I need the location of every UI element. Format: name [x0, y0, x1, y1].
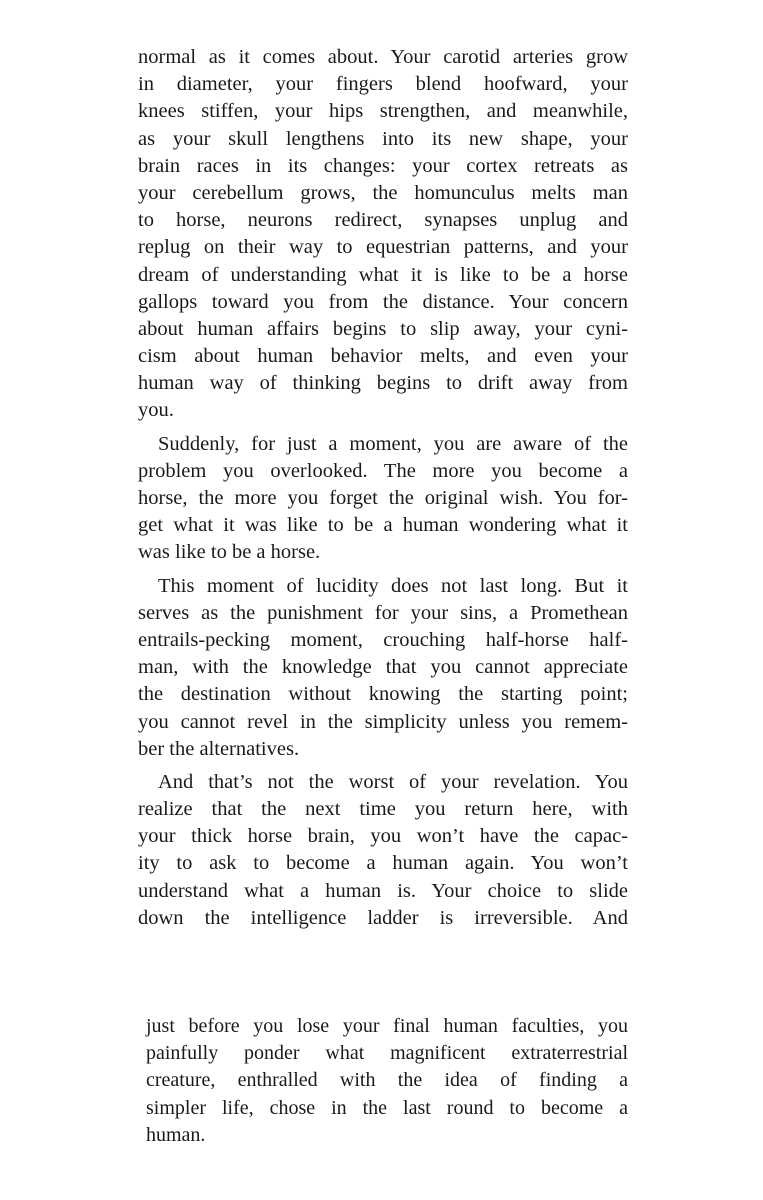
- paragraph-4: [138, 769, 628, 932]
- text-line: cism about human behavior melts, and even your: [138, 345, 628, 368]
- text-line: painfully ponder what magnificent extraterrestrial: [146, 1042, 628, 1065]
- paragraph-continuation: [146, 1013, 628, 1149]
- text-line: understand what a human is. Your choice to slide: [138, 879, 628, 902]
- text-line: just before you lose your final human faculties, you: [146, 1015, 628, 1037]
- text-line: you cannot revel in the simplicity unless you remem-: [138, 710, 628, 733]
- text-line: problem you overlooked. The more you become a: [138, 459, 628, 482]
- text-line: This moment of lucidity does not last long. But it: [158, 574, 628, 597]
- text-line: ber the alternatives.: [138, 737, 300, 760]
- text-line: you.: [138, 399, 174, 422]
- text-line: in diameter, your fingers blend hoofward, your: [138, 73, 628, 96]
- upper-page-text: [138, 44, 628, 932]
- text-line: Suddenly, for just a moment, you are aware of the: [158, 432, 628, 455]
- text-line: the destination without knowing the starting point;: [138, 683, 628, 706]
- text-line: brain races in its changes: your cortex retreats as: [138, 154, 628, 177]
- text-line: was like to be a horse.: [138, 541, 321, 564]
- text-line: horse, the more you forget the original wish. You for-: [138, 487, 628, 509]
- text-line: And that’s not the worst of your revelation. You: [158, 770, 628, 793]
- text-line: man, with the knowledge that you cannot appreciate: [138, 656, 628, 679]
- text-line: to horse, neurons redirect, synapses unplug and: [138, 209, 628, 232]
- text-line: dream of understanding what it is like to be a horse: [138, 263, 628, 286]
- paragraph-2: [138, 431, 628, 567]
- text-line: creature, enthralled with the idea of finding a: [146, 1069, 628, 1092]
- text-line: human way of thinking begins to drift away from: [138, 372, 628, 395]
- text-line: get what it was like to be a human wondering what it: [138, 514, 628, 537]
- text-line: about human affairs begins to slip away, your cyni-: [138, 317, 628, 340]
- text-line: entrails-pecking moment, crouching half-horse half-: [138, 628, 628, 651]
- text-line: normal as it comes about. Your carotid arteries grow: [138, 46, 628, 68]
- text-line: as your skull lengthens into its new shape, your: [138, 127, 628, 150]
- text-line: down the intelligence ladder is irreversible. And: [138, 906, 628, 929]
- lower-page-text: [146, 1013, 628, 1149]
- paragraph-3: [138, 573, 628, 763]
- paragraph-1: [138, 44, 628, 425]
- text-line: replug on their way to equestrian patterns, and your: [138, 236, 628, 259]
- text-line: your thick horse brain, you won’t have the capac-: [138, 825, 628, 848]
- text-line: realize that the next time you return here, with: [138, 798, 628, 821]
- text-line: ity to ask to become a human again. You won’t: [138, 852, 628, 875]
- text-line: simpler life, chose in the last round to become a: [146, 1096, 628, 1119]
- text-line: serves as the punishment for your sins, a Promethean: [138, 601, 628, 624]
- text-line: your cerebellum grows, the homunculus melts man: [138, 181, 628, 204]
- text-line: gallops toward you from the distance. Your concern: [138, 290, 628, 313]
- text-line: human.: [146, 1123, 206, 1146]
- text-line: knees stiffen, your hips strengthen, and meanwhile,: [138, 100, 628, 123]
